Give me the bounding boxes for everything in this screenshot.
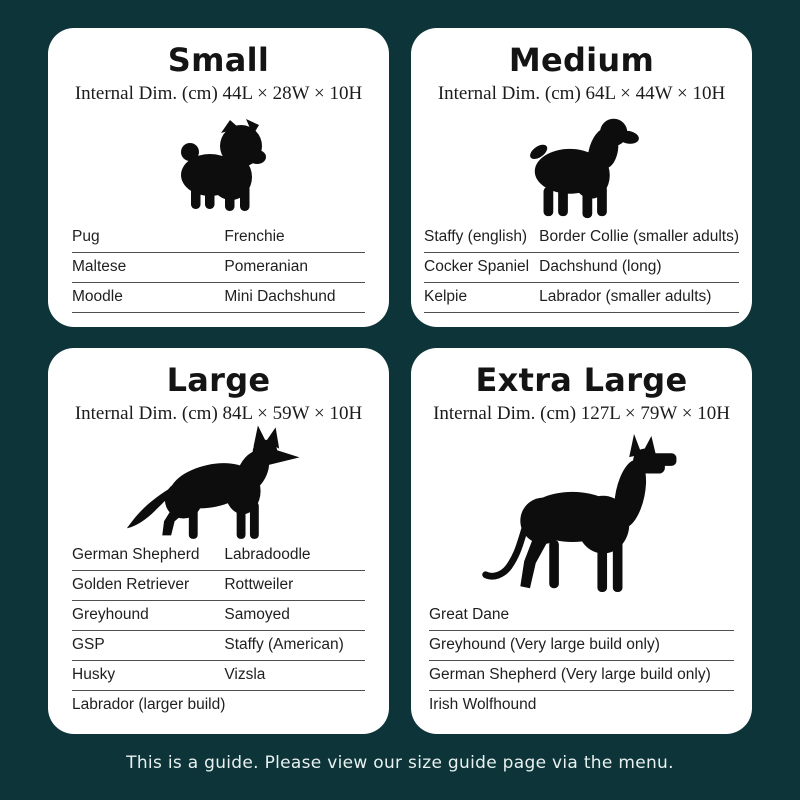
breed-name: Husky — [72, 661, 224, 691]
breed-name: Labrador (smaller adults) — [539, 283, 739, 313]
card-dimensions: Internal Dim. (cm) 44L × 28W × 10H — [74, 82, 363, 104]
breed-row — [72, 661, 365, 691]
card-title: Small — [167, 41, 270, 79]
breed-table — [72, 223, 365, 313]
breed-row — [72, 283, 365, 313]
breed-name: Greyhound — [72, 601, 224, 631]
breed-row — [72, 541, 365, 571]
breed-table — [72, 541, 365, 720]
card-dimensions: Internal Dim. (cm) 64L × 44W × 10H — [437, 82, 726, 104]
pug-silhouette-icon — [72, 106, 365, 223]
breed-row — [429, 601, 734, 631]
size-card-medium — [411, 28, 752, 327]
breed-name: Rottweiler — [224, 571, 365, 601]
german-shepherd-silhouette-icon — [72, 426, 365, 541]
great-dane-silhouette-icon — [429, 426, 734, 601]
breed-name: Vizsla — [224, 661, 365, 691]
breed-name: Labradoodle — [224, 541, 365, 571]
breed-row — [429, 691, 734, 721]
breed-row — [72, 691, 365, 721]
breed-name: Cocker Spaniel — [424, 253, 539, 283]
breed-name: Pug — [72, 223, 224, 253]
breed-name: Mini Dachshund — [224, 283, 365, 313]
size-guide-grid — [48, 28, 752, 734]
breed-name: Golden Retriever — [72, 571, 224, 601]
size-card-extra-large — [411, 348, 752, 734]
breed-row — [424, 253, 739, 283]
breed-table — [424, 223, 739, 313]
breed-row — [429, 631, 734, 661]
breed-row — [72, 601, 365, 631]
breed-name: Dachshund (long) — [539, 253, 739, 283]
spaniel-silhouette-icon — [424, 106, 739, 223]
size-card-small — [48, 28, 389, 327]
breed-name: Maltese — [72, 253, 224, 283]
breed-row — [429, 661, 734, 691]
card-dimensions: Internal Dim. (cm) 84L × 59W × 10H — [74, 402, 363, 424]
breed-name: Great Dane — [429, 601, 734, 631]
breed-row — [72, 223, 365, 253]
breed-name: Pomeranian — [224, 253, 365, 283]
breed-name: Moodle — [72, 283, 224, 313]
breed-name: GSP — [72, 631, 224, 661]
breed-name: Greyhound (Very large build only) — [429, 631, 734, 661]
breed-name: Labrador (larger build) — [72, 696, 226, 713]
breed-name: Samoyed — [224, 601, 365, 631]
breed-row — [72, 631, 365, 661]
breed-name: Frenchie — [224, 223, 365, 253]
card-title: Extra Large — [475, 361, 688, 399]
breed-table — [429, 601, 734, 720]
breed-row — [72, 253, 365, 283]
breed-row — [72, 571, 365, 601]
card-dimensions: Internal Dim. (cm) 127L × 79W × 10H — [433, 402, 730, 424]
breed-row — [424, 223, 739, 253]
breed-name: Staffy (American) — [224, 631, 365, 661]
card-title: Medium — [508, 41, 655, 79]
breed-name: Irish Wolfhound — [429, 696, 537, 713]
breed-row — [424, 283, 739, 313]
size-card-large — [48, 348, 389, 734]
breed-name: German Shepherd — [72, 541, 224, 571]
footer-note: This is a guide. Please view our size guide page via the menu. — [126, 753, 674, 773]
breed-name: German Shepherd (Very large build only) — [429, 661, 734, 691]
card-title: Large — [166, 361, 271, 399]
breed-name: Border Collie (smaller adults) — [539, 223, 739, 253]
breed-name: Staffy (english) — [424, 223, 539, 253]
breed-name: Kelpie — [424, 283, 539, 313]
